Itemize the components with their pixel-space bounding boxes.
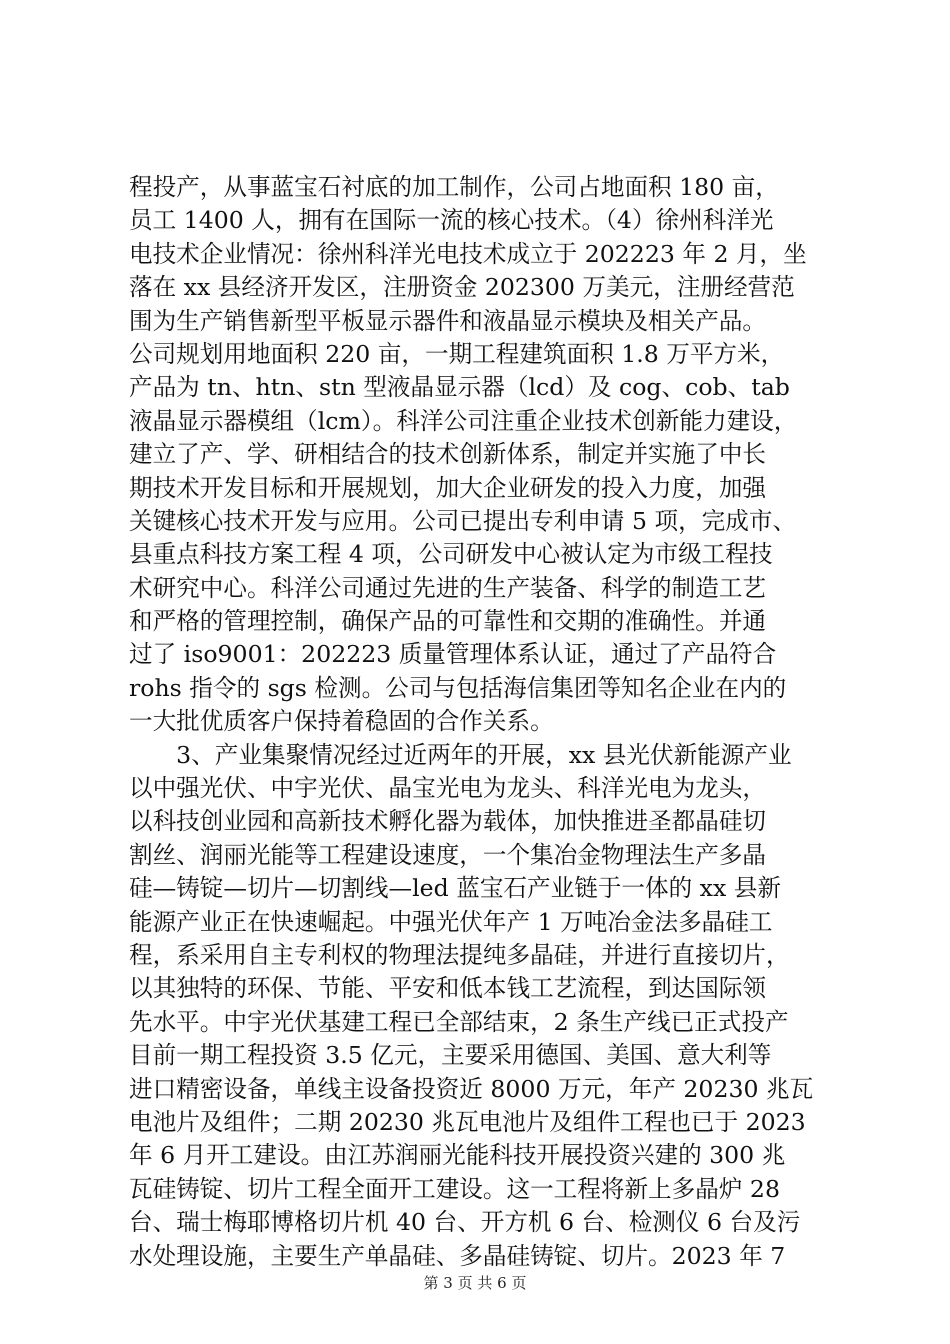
text-line: 围为生产销售新型平板显示器件和液晶显示模块及相关产品。 (129, 306, 767, 335)
text-line: 产品为 tn、htn、stn 型液晶显示器（lcd）及 cog、cob、tab (129, 373, 790, 402)
text-line: 期技术开发目标和开展规划，加大企业研发的投入力度，加强 (129, 473, 767, 502)
text-line: 硅—铸锭—切片—切割线—led 蓝宝石产业链于一体的 xx 县新 (129, 874, 781, 903)
text-line: 以其独特的环保、节能、平安和低本钱工艺流程，到达国际领 (129, 974, 767, 1003)
body-text (129, 171, 839, 1273)
text-line: 落在 xx 县经济开发区，注册资金 202300 万美元，注册经营范 (129, 273, 795, 302)
text-line: 程投产，从事蓝宝石衬底的加工制作，公司占地面积 180 亩， (129, 173, 779, 201)
text-line: 先水平。中宇光伏基建工程已全部结束，2 条生产线已正式投产 (129, 1007, 789, 1036)
text-line: 年 6 月开工建设。由江苏润丽光能科技开展投资兴建的 300 兆 (129, 1141, 786, 1170)
text-line: 瓦硅铸锭、切片工程全面开工建设。这一工程将新上多晶炉 28 (129, 1174, 780, 1203)
page-number-footer: 第 3 页 共 6 页 (423, 1274, 527, 1292)
text-line: 水处理设施，主要生产单晶硅、多晶硅铸锭、切片。2023 年 7 (129, 1241, 786, 1270)
text-line: 电技术企业情况：徐州科洋光电技术成立于 202223 年 2 月，坐 (129, 239, 807, 268)
text-line: 目前一期工程投资 3.5 亿元，主要采用德国、美国、意大利等 (129, 1041, 772, 1070)
text-line: 术研究中心。科洋公司通过先进的生产装备、科学的制造工艺 (129, 573, 767, 602)
text-line: rohs 指令的 sgs 检测。公司与包括海信集团等知名企业在内的 (129, 673, 787, 702)
text-line: 以科技创业园和高新技术孵化器为载体，加快推进圣都晶硅切 (129, 807, 767, 836)
text-line: 县重点科技方案工程 4 项，公司研发中心被认定为市级工程技 (129, 540, 773, 569)
text-line: 液晶显示器模组（lcm）。科洋公司注重企业技术创新能力建设， (129, 406, 798, 435)
text-line: 进口精密设备，单线主设备投资近 8000 万元，年产 20230 兆瓦 (129, 1074, 814, 1103)
text-line: 3、产业集聚情况经过近两年的开展，xx 县光伏新能源产业 (129, 740, 792, 769)
text-line: 过了 iso9001：202223 质量管理体系认证，通过了产品符合 (129, 640, 777, 669)
text-line: 关键核心技术开发与应用。公司已提出专利申请 5 项，完成市、 (129, 506, 797, 535)
text-line: 建立了产、学、研相结合的技术创新体系，制定并实施了中长 (129, 440, 767, 469)
text-line: 一大批优质客户保持着稳固的合作关系。 (129, 707, 554, 736)
text-line: 台、瑞士梅耶博格切片机 40 台、开方机 6 台、检测仪 6 台及污 (129, 1208, 801, 1237)
text-line: 电池片及组件；二期 20230 兆瓦电池片及组件工程也已于 2023 (129, 1107, 806, 1136)
text-line: 公司规划用地面积 220 亩，一期工程建筑面积 1.8 万平方米， (129, 339, 785, 368)
text-line: 员工 1400 人，拥有在国际一流的核心技术。（4）徐州科洋光 (129, 206, 774, 235)
text-line: 能源产业正在快速崛起。中强光伏年产 1 万吨冶金法多晶硅工 (129, 907, 773, 936)
text-line: 以中强光伏、中宇光伏、晶宝光电为龙头、科洋光电为龙头， (129, 774, 767, 803)
text-line: 和严格的管理控制，确保产品的可靠性和交期的准确性。并通 (129, 607, 767, 636)
text-line: 程，系采用自主专利权的物理法提纯多晶硅，并进行直接切片， (129, 940, 790, 969)
text-line: 割丝、润丽光能等工程建设速度，一个集冶金物理法生产多晶 (129, 840, 767, 869)
